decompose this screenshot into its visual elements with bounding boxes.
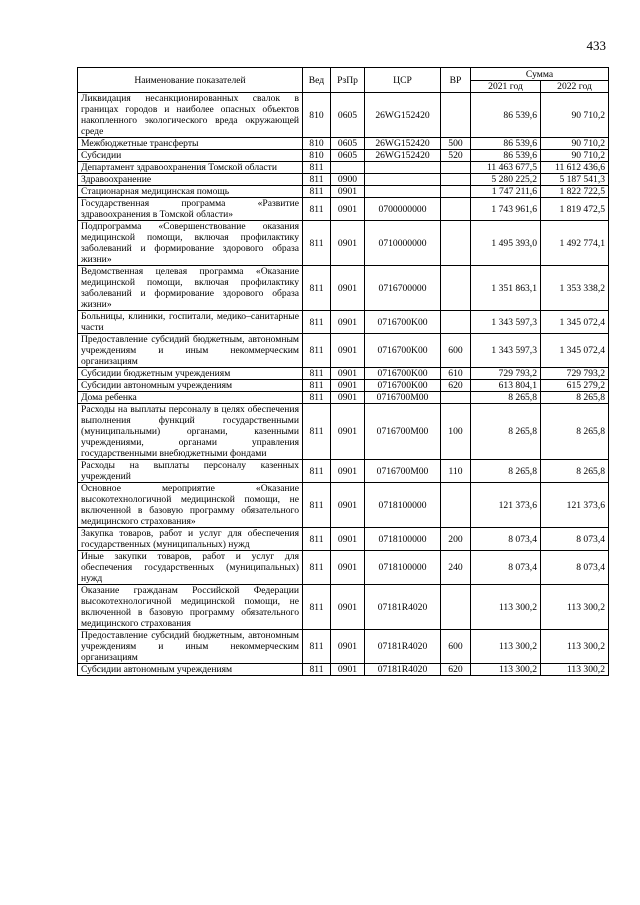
header-2022: 2022 год (541, 81, 609, 93)
cell-ved: 811 (303, 186, 331, 198)
cell-ved: 811 (303, 174, 331, 186)
cell-vr (441, 186, 471, 198)
header-csr: ЦСР (365, 68, 441, 93)
cell-2021: 729 793,2 (471, 368, 541, 380)
cell-rzpr: 0901 (331, 311, 365, 334)
table-row (78, 93, 609, 138)
cell-2021: 8 073,4 (471, 528, 541, 551)
cell-csr (365, 186, 441, 198)
header-2021: 2021 год (471, 81, 541, 93)
cell-name: Департамент здравоохранения Томской области (78, 162, 303, 174)
cell-2022: 90 710,2 (541, 93, 609, 138)
cell-vr: 600 (441, 630, 471, 664)
cell-vr: 520 (441, 150, 471, 162)
cell-2022: 8 265,8 (541, 460, 609, 483)
cell-csr: 26WG152420 (365, 138, 441, 150)
cell-rzpr: 0605 (331, 150, 365, 162)
table-row (78, 380, 609, 392)
cell-rzpr: 0901 (331, 483, 365, 528)
cell-2022: 121 373,6 (541, 483, 609, 528)
cell-ved: 811 (303, 368, 331, 380)
cell-rzpr: 0901 (331, 392, 365, 404)
cell-2021: 1 495 393,0 (471, 221, 541, 266)
table-body (78, 93, 609, 676)
cell-vr: 600 (441, 334, 471, 368)
cell-2021: 113 300,2 (471, 630, 541, 664)
cell-2022: 113 300,2 (541, 585, 609, 630)
budget-table (77, 67, 609, 676)
cell-2021: 5 280 225,2 (471, 174, 541, 186)
cell-2021: 113 300,2 (471, 585, 541, 630)
cell-csr: 07181R4020 (365, 585, 441, 630)
header-name: Наименование показателей (78, 68, 303, 93)
header-vr: ВР (441, 68, 471, 93)
cell-name: Межбюджетные трансферты (78, 138, 303, 150)
cell-name: Ведомственная целевая программа «Оказание медицинской помощи, включая профилактику заболеваний и формирование здорового образа жизни» (78, 266, 303, 311)
cell-2022: 1 819 472,5 (541, 198, 609, 221)
table-row (78, 483, 609, 528)
cell-2022: 90 710,2 (541, 138, 609, 150)
cell-2022: 8 265,8 (541, 404, 609, 460)
cell-ved: 811 (303, 266, 331, 311)
cell-ved: 811 (303, 311, 331, 334)
cell-ved: 811 (303, 460, 331, 483)
cell-rzpr: 0901 (331, 664, 365, 676)
cell-csr: 0716700M00 (365, 404, 441, 460)
cell-csr: 0718100000 (365, 483, 441, 528)
table-row (78, 198, 609, 221)
table-row (78, 186, 609, 198)
cell-2022: 8 073,4 (541, 528, 609, 551)
table-row (78, 266, 609, 311)
cell-2022: 11 612 436,6 (541, 162, 609, 174)
cell-ved: 810 (303, 93, 331, 138)
cell-rzpr: 0901 (331, 630, 365, 664)
cell-2022: 1 353 338,2 (541, 266, 609, 311)
cell-2021: 8 073,4 (471, 551, 541, 585)
table-row (78, 460, 609, 483)
cell-2021: 613 804,1 (471, 380, 541, 392)
cell-ved: 811 (303, 551, 331, 585)
cell-csr (365, 162, 441, 174)
cell-2021: 1 343 597,3 (471, 311, 541, 334)
cell-name: Субсидии (78, 150, 303, 162)
cell-ved: 811 (303, 392, 331, 404)
cell-ved: 810 (303, 138, 331, 150)
cell-vr (441, 93, 471, 138)
cell-name: Основное мероприятие «Оказание высокотехнологичной медицинской помощи, не включенной в базовую программу обязательного медицинского страхования» (78, 483, 303, 528)
cell-ved: 811 (303, 198, 331, 221)
cell-2022: 615 279,2 (541, 380, 609, 392)
table-row (78, 392, 609, 404)
cell-ved: 811 (303, 221, 331, 266)
cell-csr: 07181R4020 (365, 664, 441, 676)
cell-rzpr: 0605 (331, 138, 365, 150)
header-rzpr: РзПр (331, 68, 365, 93)
cell-2021: 86 539,6 (471, 93, 541, 138)
cell-vr (441, 483, 471, 528)
cell-ved: 811 (303, 483, 331, 528)
cell-ved: 810 (303, 150, 331, 162)
cell-csr: 0716700K00 (365, 311, 441, 334)
cell-2021: 8 265,8 (471, 404, 541, 460)
cell-2022: 90 710,2 (541, 150, 609, 162)
cell-2022: 5 187 541,3 (541, 174, 609, 186)
cell-csr (365, 174, 441, 186)
cell-csr: 26WG152420 (365, 93, 441, 138)
cell-csr: 0716700K00 (365, 334, 441, 368)
cell-2021: 1 343 597,3 (471, 334, 541, 368)
cell-rzpr: 0901 (331, 551, 365, 585)
cell-vr: 610 (441, 368, 471, 380)
cell-csr: 07181R4020 (365, 630, 441, 664)
cell-2021: 11 463 677,5 (471, 162, 541, 174)
cell-ved: 811 (303, 162, 331, 174)
cell-rzpr: 0901 (331, 528, 365, 551)
table-row (78, 664, 609, 676)
cell-vr (441, 162, 471, 174)
header-ved: Вед (303, 68, 331, 93)
cell-rzpr: 0901 (331, 368, 365, 380)
cell-2022: 1 345 072,4 (541, 334, 609, 368)
cell-csr: 0710000000 (365, 221, 441, 266)
cell-ved: 811 (303, 334, 331, 368)
cell-vr (441, 392, 471, 404)
cell-rzpr: 0901 (331, 221, 365, 266)
cell-csr: 0716700000 (365, 266, 441, 311)
cell-2021: 8 265,8 (471, 460, 541, 483)
cell-ved: 811 (303, 664, 331, 676)
cell-rzpr: 0901 (331, 460, 365, 483)
cell-ved: 811 (303, 404, 331, 460)
table-row (78, 334, 609, 368)
cell-vr: 100 (441, 404, 471, 460)
cell-rzpr: 0901 (331, 266, 365, 311)
cell-name: Предоставление субсидий бюджетным, автономным учреждениям и иным некоммерческим организациям (78, 334, 303, 368)
table-header-row (78, 68, 609, 81)
cell-vr (441, 585, 471, 630)
cell-ved: 811 (303, 585, 331, 630)
cell-ved: 811 (303, 630, 331, 664)
cell-vr: 240 (441, 551, 471, 585)
cell-name: Расходы на выплаты персоналу в целях обеспечения выполнения функций государственными (муниципальными) органами, казенными учреждениями, органами управления государственными внебюджетными фондами (78, 404, 303, 460)
table-row (78, 404, 609, 460)
cell-rzpr: 0901 (331, 380, 365, 392)
cell-rzpr: 0901 (331, 585, 365, 630)
cell-vr (441, 174, 471, 186)
cell-name: Стационарная медицинская помощь (78, 186, 303, 198)
cell-csr: 0716700M00 (365, 392, 441, 404)
cell-ved: 811 (303, 380, 331, 392)
cell-2022: 113 300,2 (541, 664, 609, 676)
table-row (78, 585, 609, 630)
table-row (78, 368, 609, 380)
cell-2021: 8 265,8 (471, 392, 541, 404)
cell-2022: 113 300,2 (541, 630, 609, 664)
header-sum: Сумма (471, 68, 609, 81)
table-row (78, 138, 609, 150)
cell-vr (441, 221, 471, 266)
cell-rzpr: 0901 (331, 186, 365, 198)
cell-vr (441, 311, 471, 334)
cell-name: Иные закупки товаров, работ и услуг для обеспечения государственных (муниципальных) нужд (78, 551, 303, 585)
table-row (78, 162, 609, 174)
cell-2021: 86 539,6 (471, 138, 541, 150)
table-row (78, 528, 609, 551)
cell-name: Субсидии автономным учреждениям (78, 664, 303, 676)
cell-name: Дома ребенка (78, 392, 303, 404)
cell-rzpr (331, 162, 365, 174)
cell-2021: 121 373,6 (471, 483, 541, 528)
cell-2021: 1 351 863,1 (471, 266, 541, 311)
table-row (78, 150, 609, 162)
cell-csr: 0716700K00 (365, 380, 441, 392)
cell-rzpr: 0901 (331, 198, 365, 221)
cell-name: Предоставление субсидий бюджетным, автономным учреждениям и иным некоммерческим организациям (78, 630, 303, 664)
table-row (78, 551, 609, 585)
cell-2021: 86 539,6 (471, 150, 541, 162)
cell-rzpr: 0900 (331, 174, 365, 186)
cell-2022: 1 345 072,4 (541, 311, 609, 334)
cell-2022: 1 492 774,1 (541, 221, 609, 266)
cell-csr: 0716700K00 (365, 368, 441, 380)
table-row (78, 311, 609, 334)
cell-2022: 729 793,2 (541, 368, 609, 380)
cell-2021: 1 743 961,6 (471, 198, 541, 221)
cell-name: Субсидии бюджетным учреждениям (78, 368, 303, 380)
cell-vr: 620 (441, 380, 471, 392)
cell-name: Ликвидация несанкционированных свалок в границах городов и наиболее опасных объектов накопленного экологического вреда окружающей среде (78, 93, 303, 138)
cell-name: Здравоохранение (78, 174, 303, 186)
cell-name: Подпрограмма «Совершенствование оказания медицинской помощи, включая профилактику заболеваний и формирование здорового образа жизни» (78, 221, 303, 266)
cell-csr: 0718100000 (365, 528, 441, 551)
cell-2021: 1 747 211,6 (471, 186, 541, 198)
cell-rzpr: 0901 (331, 334, 365, 368)
cell-vr (441, 198, 471, 221)
cell-ved: 811 (303, 528, 331, 551)
cell-vr: 500 (441, 138, 471, 150)
cell-vr (441, 266, 471, 311)
table-row (78, 221, 609, 266)
page-number: 433 (586, 38, 606, 53)
cell-name: Больницы, клиники, госпитали, медико–санитарные части (78, 311, 303, 334)
cell-name: Государственная программа «Развитие здравоохранения в Томской области» (78, 198, 303, 221)
cell-2022: 1 822 722,5 (541, 186, 609, 198)
cell-2022: 8 073,4 (541, 551, 609, 585)
table-row (78, 630, 609, 664)
cell-name: Оказание гражданам Российской Федерации высокотехнологичной медицинской помощи, не включенной в базовую программу обязательного медицинского страхования (78, 585, 303, 630)
cell-name: Закупка товаров, работ и услуг для обеспечения государственных (муниципальных) нужд (78, 528, 303, 551)
cell-csr: 26WG152420 (365, 150, 441, 162)
cell-name: Субсидии автономным учреждениям (78, 380, 303, 392)
cell-vr: 200 (441, 528, 471, 551)
cell-rzpr: 0605 (331, 93, 365, 138)
cell-rzpr: 0901 (331, 404, 365, 460)
cell-2021: 113 300,2 (471, 664, 541, 676)
table-row (78, 174, 609, 186)
cell-vr: 110 (441, 460, 471, 483)
cell-csr: 0716700M00 (365, 460, 441, 483)
cell-csr: 0700000000 (365, 198, 441, 221)
cell-vr: 620 (441, 664, 471, 676)
cell-2022: 8 265,8 (541, 392, 609, 404)
cell-name: Расходы на выплаты персоналу казенных учреждений (78, 460, 303, 483)
cell-csr: 0718100000 (365, 551, 441, 585)
